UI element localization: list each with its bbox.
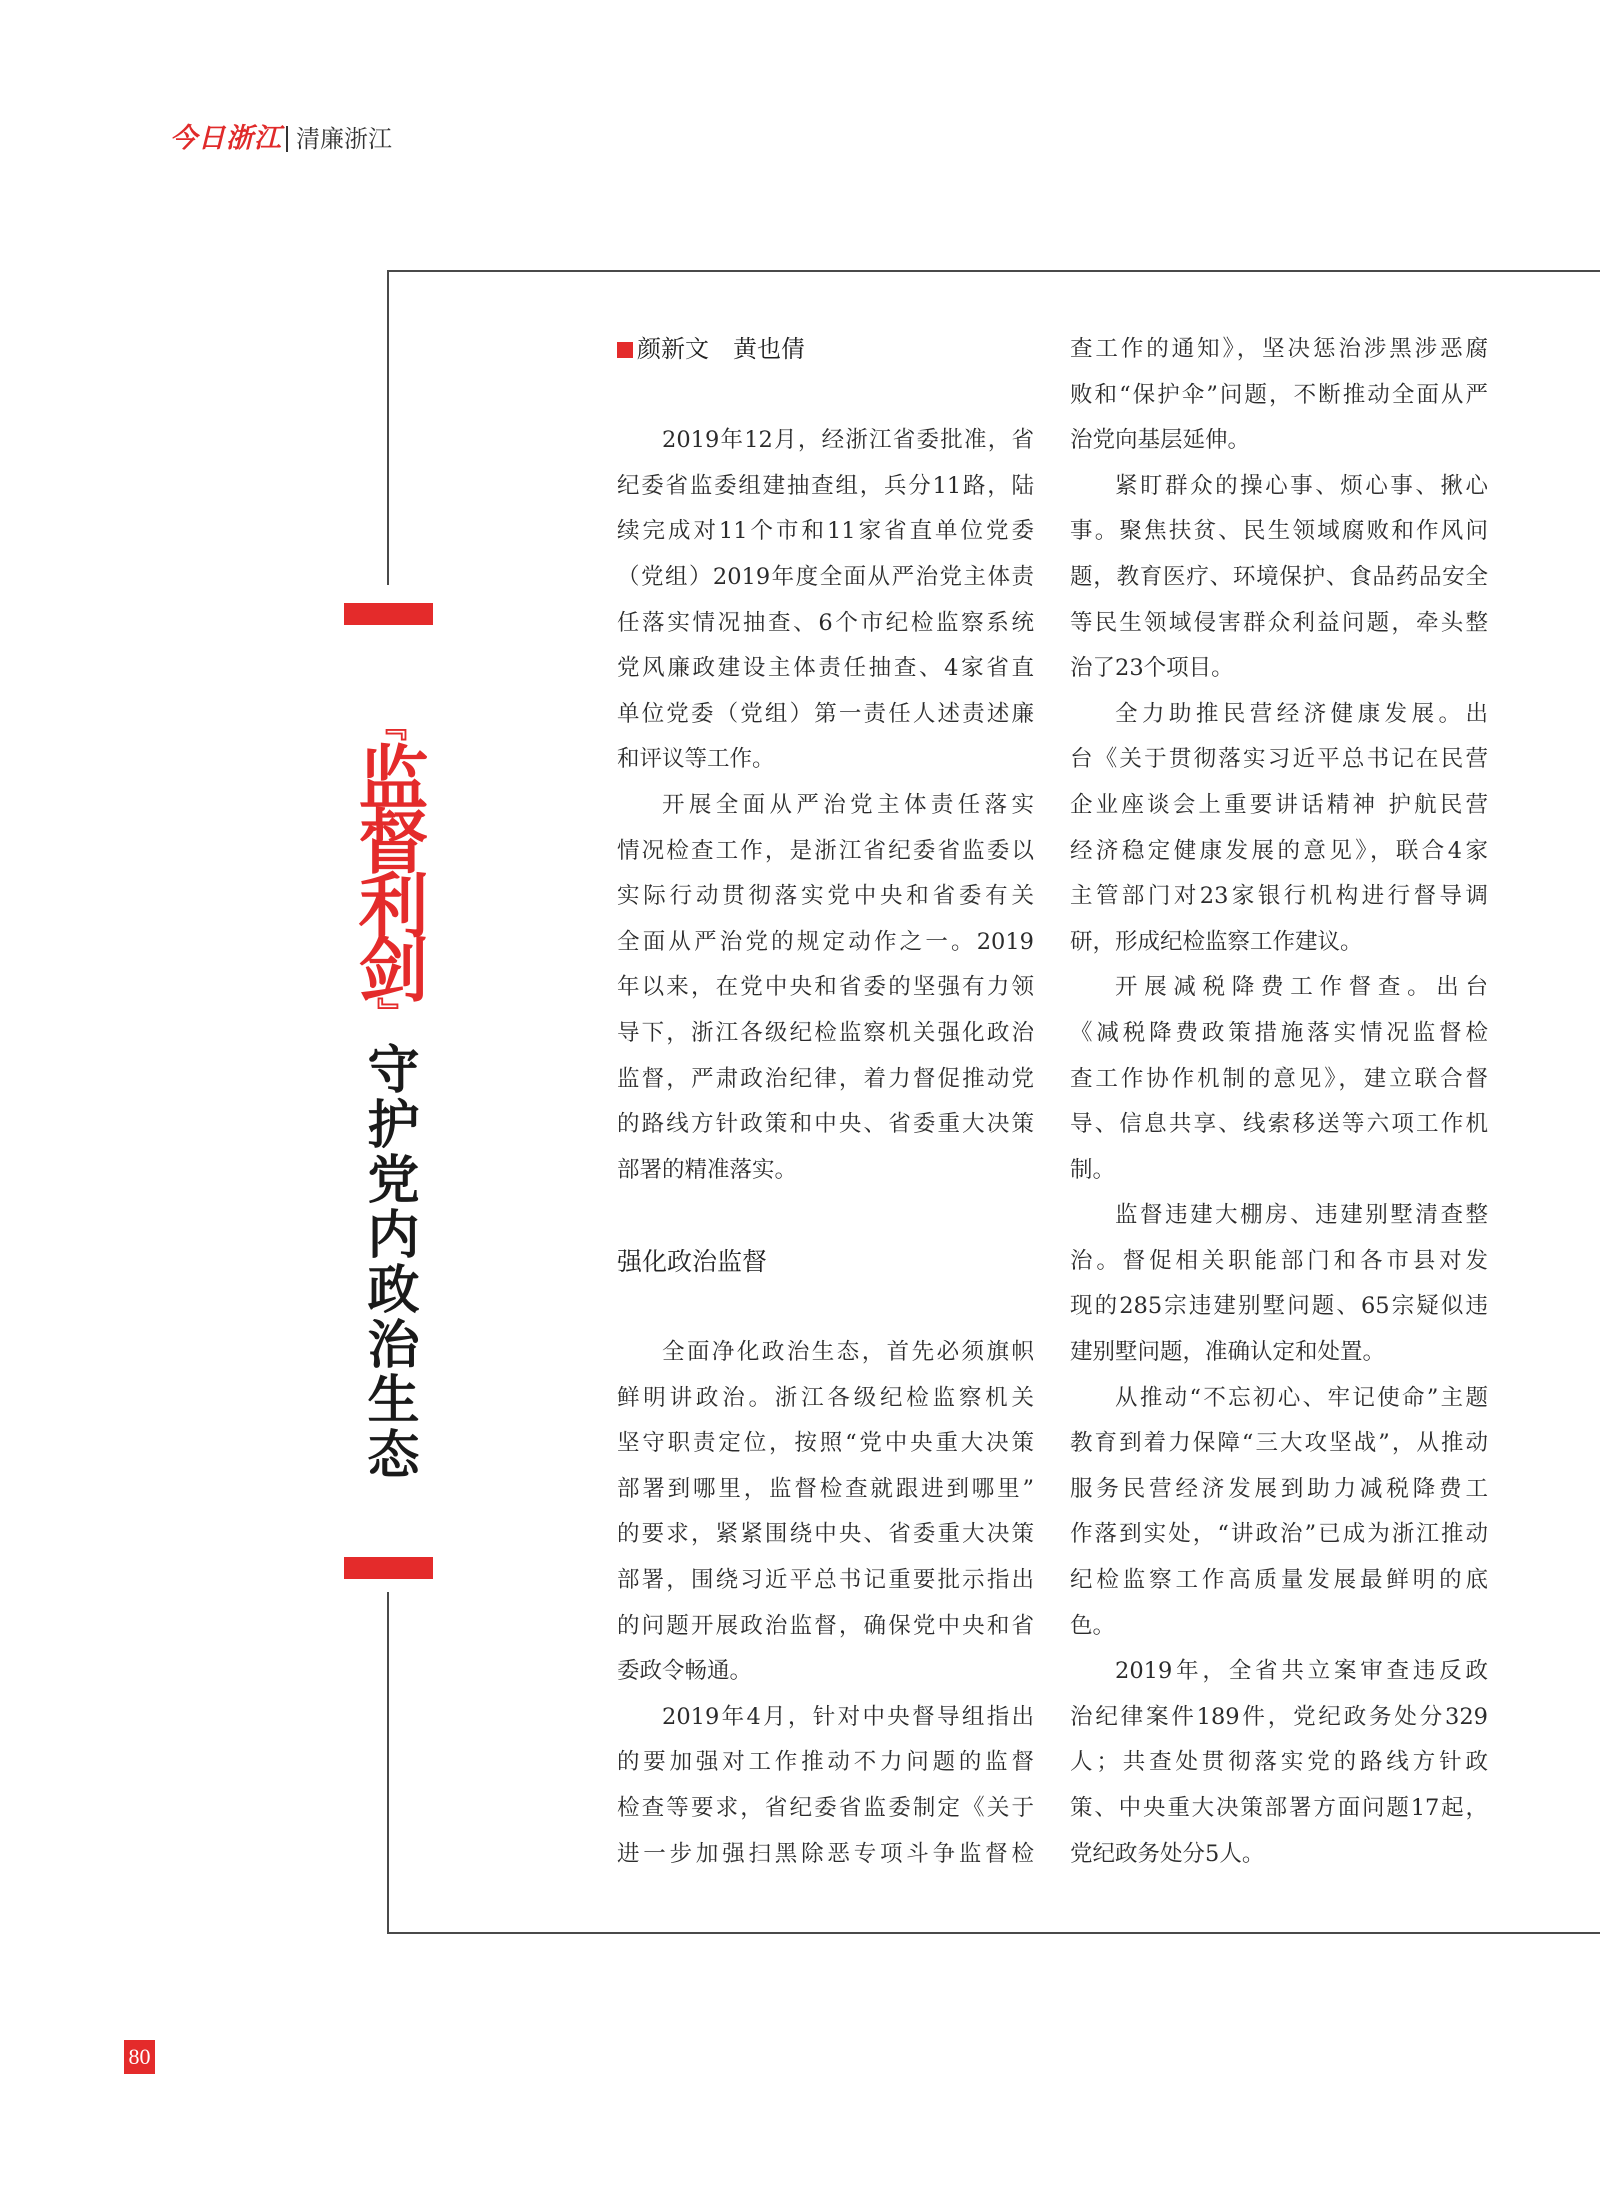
article-column-2 [1070,327,1488,1877]
byline [617,327,1034,373]
paragraph-line: 经济稳定健康发展的意见》，联合4家 [1070,837,1488,864]
paragraph-line: 开展减税降费工作督查。出台 [1115,974,1488,1001]
byline-marker-square [617,342,633,358]
column-name: 清廉浙江 [296,125,392,153]
article-subtitle: 守护党内政治生态 [358,1042,419,1482]
paragraph-line: 2019年4月，针对中央督导组指出 [662,1703,1034,1730]
title-accent-bar-bottom [344,1557,433,1579]
paragraph-line: 治。督促相关职能部门和各市县对发 [1070,1247,1488,1274]
paragraph-line: 委政令畅通。 [617,1658,753,1685]
paragraph-line: 人；共查处贯彻落实党的路线方针政 [1070,1749,1488,1776]
paragraph-line: （党组）2019年度全面从严治党主体责 [617,563,1034,590]
paragraph-line: 的要加强对工作推动不力问题的监督 [617,1749,1034,1776]
frame-bottom-rule [387,1932,1600,1934]
section-heading: 强化政治监督 [617,1246,768,1276]
paragraph-line: 全面净化政治生态，首先必须旗帜 [662,1339,1034,1366]
paragraph-line: 治纪律案件189件，党纪政务处分329 [1070,1703,1488,1730]
paragraph-line: 的问题开展政治监督，确保党中央和省 [617,1612,1034,1639]
paragraph-line: 导下，浙江各级纪检监察机关强化政治 [617,1019,1034,1046]
paragraph-line: 策、中央重大决策部署方面问题17起， [1070,1795,1488,1821]
paragraph-line: 导、信息共享、线索移送等六项工作机 [1070,1111,1488,1138]
paragraph-line: 部署到哪里，监督检查就跟进到哪里” [617,1475,1034,1502]
title-accent-bar-top [344,603,433,625]
paragraph-line: 党风廉政建设主体责任抽查、4家省直 [617,655,1034,682]
paragraph-line: 建别墅问题，准确认定和处置。 [1070,1339,1386,1366]
blank-line-spacer [617,1193,1034,1239]
paragraph-line: 研，形成纪检监察工作建议。 [1070,928,1363,955]
paragraph-line: 检查等要求，省纪委省监委制定《关于 [617,1795,1034,1821]
paragraph-line: 败和“保护伞”问题，不断推动全面从严 [1070,381,1488,408]
paragraph-line: 作落到实处，“讲政治”已成为浙江推动 [1070,1521,1488,1548]
paragraph-line: 全力助推民营经济健康发展。出 [1115,700,1488,727]
paragraph-line: 情况检查工作，是浙江省纪委省监委以 [617,837,1034,864]
paragraph-line: 部署的精准落实。 [617,1156,798,1183]
page-number: 80 [124,2040,155,2074]
blank-line-spacer [617,373,1034,419]
paragraph-line: 企业座谈会上重要讲话精神 护航民营 [1070,791,1488,818]
paragraph-line: 开展全面从严治党主体责任落实 [662,791,1034,818]
paragraph-line: 进一步加强扫黑除恶专项斗争监督检 [617,1840,1034,1867]
paragraph-line: 主管部门对23家银行机构进行督导调 [1070,883,1488,910]
paragraph-line: 2019年12月，经浙江省委批准，省 [662,427,1034,454]
paragraph-line: 监督，严肃政治纪律，着力督促推动党 [617,1065,1034,1092]
paragraph-line: 题，教育医疗、环境保护、食品药品安全 [1070,563,1488,590]
paragraph-line: 从推动“不忘初心、牢记使命”主题 [1115,1384,1488,1411]
paragraph-line: 事。聚焦扶贫、民生领域腐败和作风问 [1070,518,1488,545]
frame-top-rule [387,270,1600,272]
paragraph-line: 年以来，在党中央和省委的坚强有力领 [617,974,1034,1001]
paragraph-line: 纪委省监委组建抽查组，兵分11路，陆 [617,472,1034,499]
paragraph-line: 实际行动贯彻落实党中央和省委有关 [617,883,1034,910]
paragraph-line: 治了23个项目。 [1070,655,1234,682]
title-open-bracket: 『 [371,711,406,741]
paragraph-line: 查工作的通知》，坚决惩治涉黑涉恶腐 [1070,336,1488,362]
paragraph-line: 和评议等工作。 [617,746,775,773]
paragraph-line: 任落实情况抽查、6个市纪检监察系统 [617,609,1034,636]
paragraph-line: 教育到着力保障“三大攻坚战”，从推动 [1070,1430,1488,1457]
header-divider [286,126,288,152]
magazine-logo: 今日浙江 [170,123,282,154]
article-column-1 [617,327,1034,1877]
title-close-bracket: 』 [371,997,406,1027]
paragraph-line: 制。 [1070,1156,1116,1183]
paragraph-line: 纪检监察工作高质量发展最鲜明的底 [1070,1567,1488,1594]
paragraph-line: 现的285宗违建别墅问题、65宗疑似违 [1070,1293,1488,1320]
paragraph-line: 等民生领域侵害群众利益问题，牵头整 [1070,609,1488,636]
paragraph-line: 色。 [1070,1612,1116,1639]
article-title [347,711,429,1027]
paragraph-line: 鲜明讲政治。浙江各级纪检监察机关 [617,1384,1034,1411]
paragraph-line: 全面从严治党的规定动作之一。2019 [617,928,1034,955]
paragraph-line: 紧盯群众的操心事、烦心事、揪心 [1115,472,1488,499]
paragraph-line: 服务民营经济发展到助力减税降费工 [1070,1475,1488,1502]
frame-left-rule-upper [387,270,389,585]
paragraph-line: 台《关于贯彻落实习近平总书记在民营 [1070,746,1488,773]
paragraph-line: 部署，围绕习近平总书记重要批示指出 [617,1567,1034,1594]
paragraph-line: 监督违建大棚房、违建别墅清查整 [1115,1202,1488,1229]
byline-authors: 颜新文 黄也倩 [637,335,805,363]
paragraph-line: 查工作协作机制的意见》，建立联合督 [1070,1065,1488,1092]
paragraph-line: 治党向基层延伸。 [1070,427,1251,454]
paragraph-line: 续完成对11个市和11家省直单位党委 [617,518,1034,545]
paragraph-line: 的要求，紧紧围绕中央、省委重大决策 [617,1521,1034,1548]
title-main-text: 监督利剑 [347,741,429,997]
blank-line-spacer [617,1284,1034,1330]
frame-left-rule-lower [387,1592,389,1933]
paragraph-line: 《减税降费政策措施落实情况监督检 [1070,1019,1488,1046]
paragraph-line: 2019年，全省共立案审查违反政 [1115,1658,1488,1685]
paragraph-line: 的路线方针政策和中央、省委重大决策 [617,1111,1034,1138]
paragraph-line: 坚守职责定位，按照“党中央重大决策 [617,1430,1034,1457]
paragraph-line: 党纪政务处分5人。 [1070,1840,1265,1867]
paragraph-line: 单位党委（党组）第一责任人述责述廉 [617,700,1034,727]
